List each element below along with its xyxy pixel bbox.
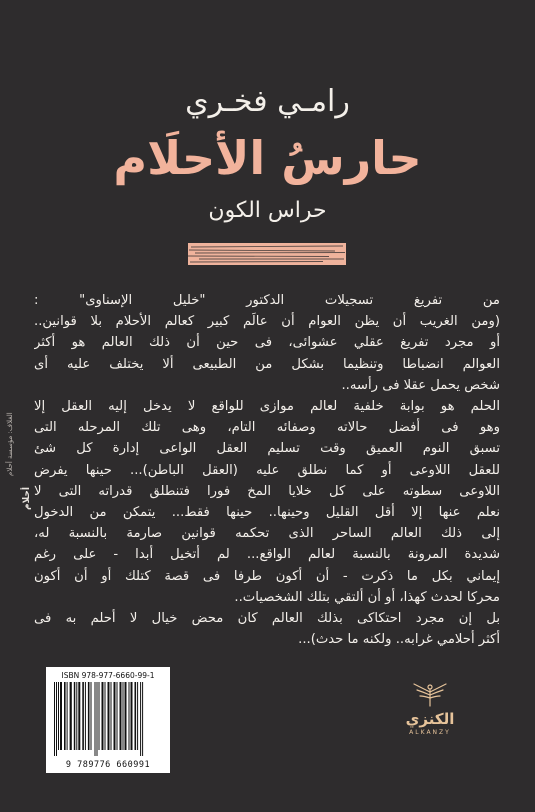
brush-stroke-decoration xyxy=(185,240,349,268)
blurb-line: للعقل اللاوعى أو كما نطلق عليه (العقل الباطن)... حينها يفرض xyxy=(34,462,500,478)
blurb-line: من تفريغ تسجيلات الدكتور "خليل الإسناوى" : xyxy=(34,293,500,308)
publisher-name-arabic: الكنزي xyxy=(405,710,455,728)
blurb-line: (ومن الغريب أن يظن العوام أن عالَم كبير كعالم الأحلام بلا قوانين.. xyxy=(34,314,500,330)
blurb-line: وهو فى أفضل حالاته وصفائه التام، وهى تلك المرحله التى xyxy=(34,420,500,436)
blurb-line: أو مجرد تفريغ عقلي عشوائى، فى حين أن ذلك العالم هو أكثر xyxy=(34,335,500,351)
blurb-line: العوالم انضباطا وتنظيما بشكل من الطبيعى ألا يختلف عليه أى xyxy=(34,356,500,372)
winged-emblem-icon xyxy=(410,680,450,708)
book-subtitle: حراس الكون xyxy=(208,198,327,223)
blurb-line: إلى ذلك العالم الساحر الذى تحكمه قوانين صارمة بالنسبة له، xyxy=(34,526,500,542)
publisher-logo xyxy=(390,680,470,760)
blurb-line: محركا لحدث كهذا، أو أن ألتقي بتلك الشخصيات.. xyxy=(234,589,500,605)
cover-credit: الغلاف: مؤسسة أحلام xyxy=(6,412,14,476)
blurb-line: اللاوعى سطوته على كل خلايا المخ فورا فتنطلق قدراته التى لا xyxy=(34,483,500,499)
book-title: حارسُ الأحلَام xyxy=(113,131,422,185)
blurb-line: نعلم عنها إلا أقل القليل وحينها.. حينها فقط... يتمكن من الدخول xyxy=(34,505,500,521)
blurb-line: الحلم هو بوابة خلفية لعالم موازى للواقع لا يدخل إليه العقل إلا xyxy=(34,399,500,415)
spine-logo-mark: أحلام xyxy=(22,486,32,510)
barcode-digits: 9 789776 660991 xyxy=(65,760,151,770)
blurb-line: شديدة المرونة بالنسبة لعالم الواقع... لم أتخيل أبدا - على رغم xyxy=(34,547,500,563)
blurb-line: بل إن مجرد احتكاكى بذلك العالم كان محض خيال لا أحلم به فى xyxy=(34,611,500,627)
blurb-line: أكثر أحلامي غرابه.. ولكنه ما حدث)... xyxy=(298,632,500,648)
barcode-icon xyxy=(52,682,164,756)
back-cover-blurb xyxy=(34,290,500,650)
blurb-line: إيماني بكل ما ذكرت - أن أكون طرفا فى قصة كتلك أو أن أكون xyxy=(34,568,500,584)
blurb-line: شخص يحمل عقلا فى رأسه.. xyxy=(341,377,500,393)
barcode-panel xyxy=(46,667,170,773)
isbn-label: ISBN 978-977-6660-99-1 xyxy=(61,671,155,680)
author-name: رامـي فخـري xyxy=(185,84,350,119)
publisher-name-english: ALKANZY xyxy=(409,729,451,736)
blurb-line: تسبق النوم العميق وقت تسليم العقل الواعى إدارة كل شئ xyxy=(34,441,500,457)
